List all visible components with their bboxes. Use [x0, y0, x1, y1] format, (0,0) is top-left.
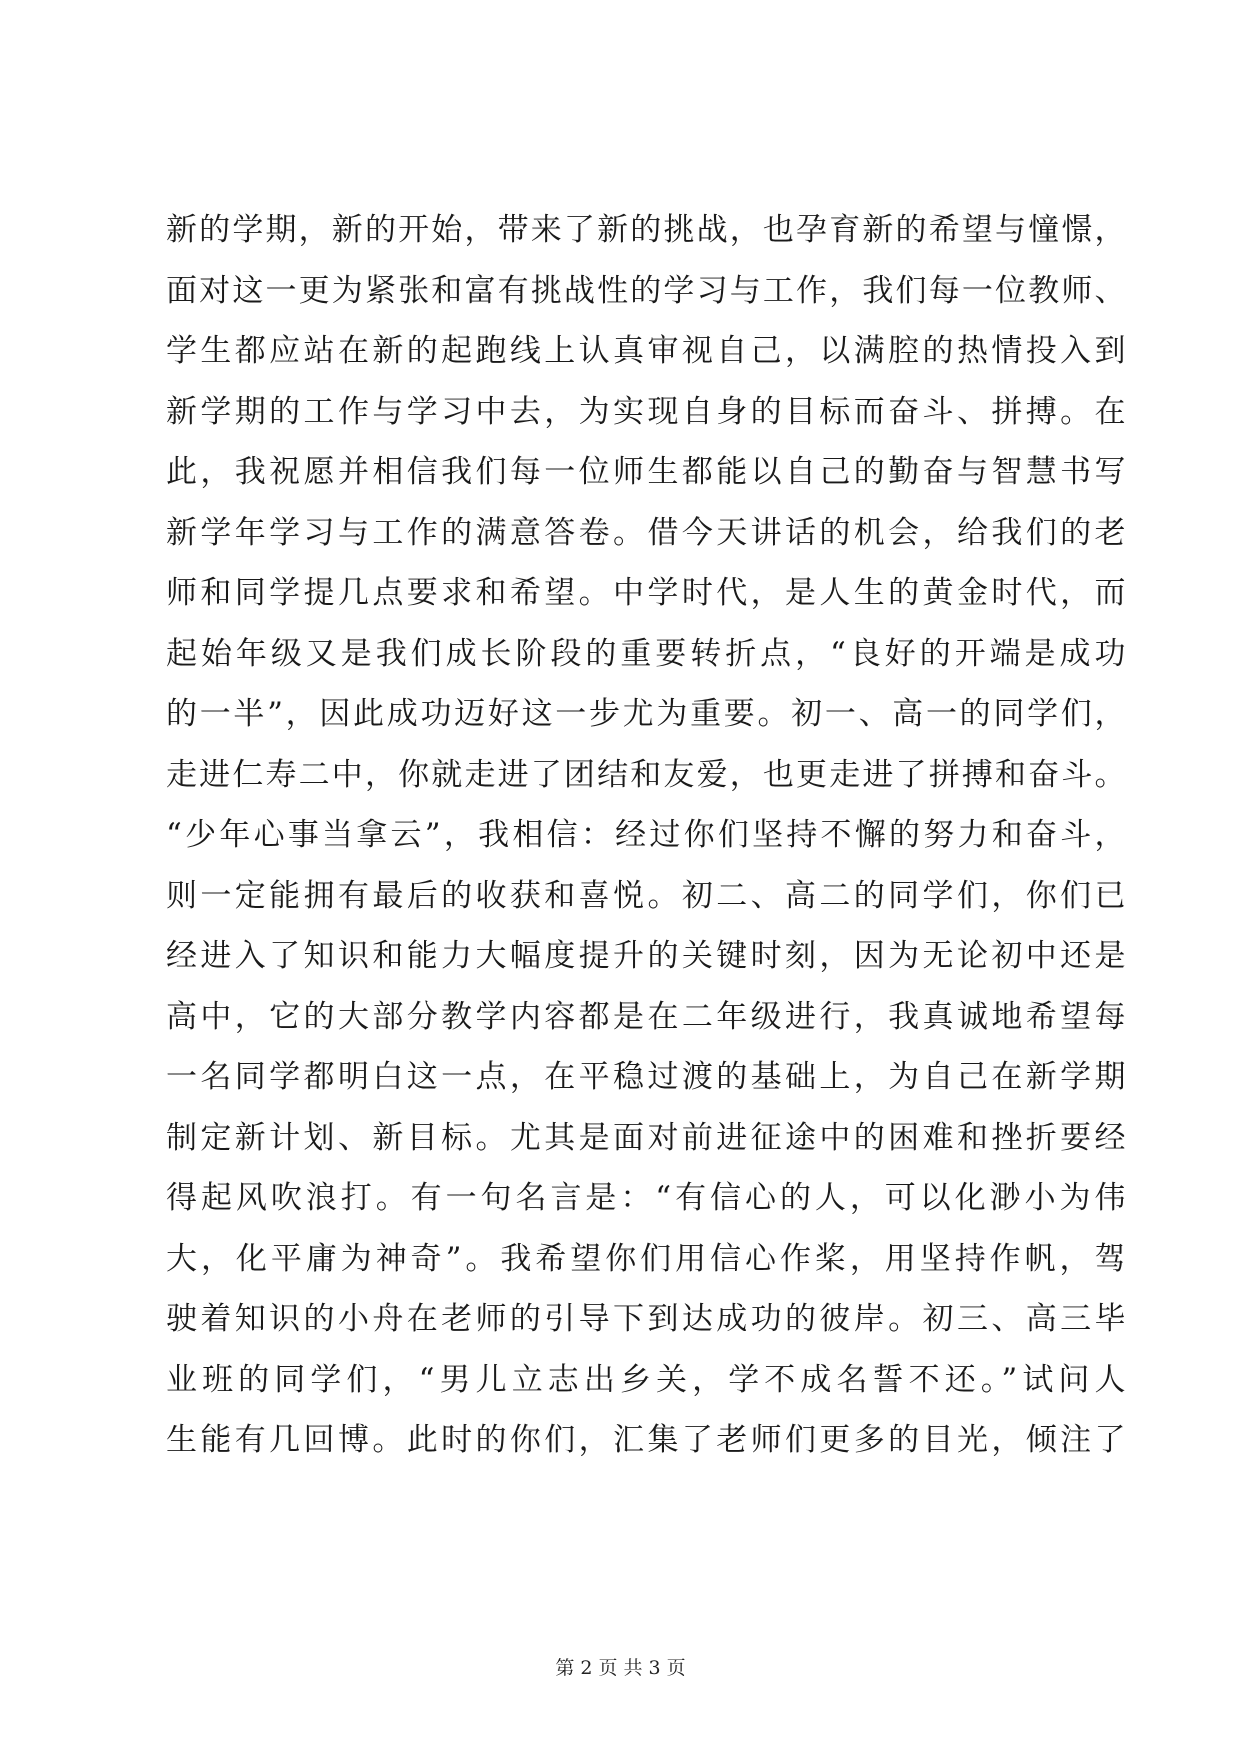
text-line: 业班的同学们，“男儿立志出乡关，学不成名誓不还。”试问人: [166, 1361, 1126, 1398]
text-line: 新学期的工作与学习中去，为实现自身的目标而奋斗、拼搏。在: [166, 393, 1126, 430]
text-line: 起始年级又是我们成长阶段的重要转折点，“良好的开端是成功: [166, 635, 1126, 672]
text-line: 则一定能拥有最后的收获和喜悦。初二、高二的同学们，你们已: [166, 877, 1126, 914]
text-line: 面对这一更为紧张和富有挑战性的学习与工作，我们每一位教师、: [166, 272, 1126, 309]
text-line: 学生都应站在新的起跑线上认真审视自己，以满腔的热情投入到: [166, 333, 1126, 369]
text-line: “少年心事当拿云”，我相信：经过你们坚持不懈的努力和奋斗，: [166, 817, 1126, 853]
text-line: 新学年学习与工作的满意答卷。借今天讲话的机会，给我们的老: [166, 514, 1126, 551]
text-line: 经进入了知识和能力大幅度提升的关键时刻，因为无论初中还是: [166, 938, 1126, 974]
text-line: 大，化平庸为神奇”。我希望你们用信心作桨，用坚持作帆，驾: [166, 1240, 1126, 1277]
text-line: 的一半”，因此成功迈好这一步尤为重要。初一、高一的同学们，: [166, 696, 1126, 732]
text-line: 走进仁寿二中，你就走进了团结和友爱，也更走进了拼搏和奋斗。: [166, 756, 1126, 793]
text-line: 高中，它的大部分教学内容都是在二年级进行，我真诚地希望每: [166, 998, 1126, 1035]
page-number: 第 2 页 共 3 页: [555, 1657, 686, 1679]
page-footer: [0, 1656, 1241, 1680]
text-line: 驶着知识的小舟在老师的引导下到达成功的彼岸。初三、高三毕: [166, 1301, 1126, 1337]
body-text: [166, 200, 1126, 1471]
text-line: 一名同学都明白这一点，在平稳过渡的基础上，为自己在新学期: [166, 1059, 1126, 1095]
text-line: 生能有几回博。此时的你们，汇集了老师们更多的目光，倾注了: [166, 1422, 1126, 1458]
text-line: 师和同学提几点要求和希望。中学时代，是人生的黄金时代，而: [166, 575, 1126, 611]
text-line: 此，我祝愿并相信我们每一位师生都能以自己的勤奋与智慧书写: [166, 454, 1126, 490]
text-line: 得起风吹浪打。有一句名言是：“有信心的人，可以化渺小为伟: [166, 1180, 1126, 1216]
text-line: 新的学期，新的开始，带来了新的挑战，也孕育新的希望与憧憬，: [166, 212, 1126, 248]
text-line: 制定新计划、新目标。尤其是面对前进征途中的困难和挫折要经: [166, 1119, 1126, 1156]
